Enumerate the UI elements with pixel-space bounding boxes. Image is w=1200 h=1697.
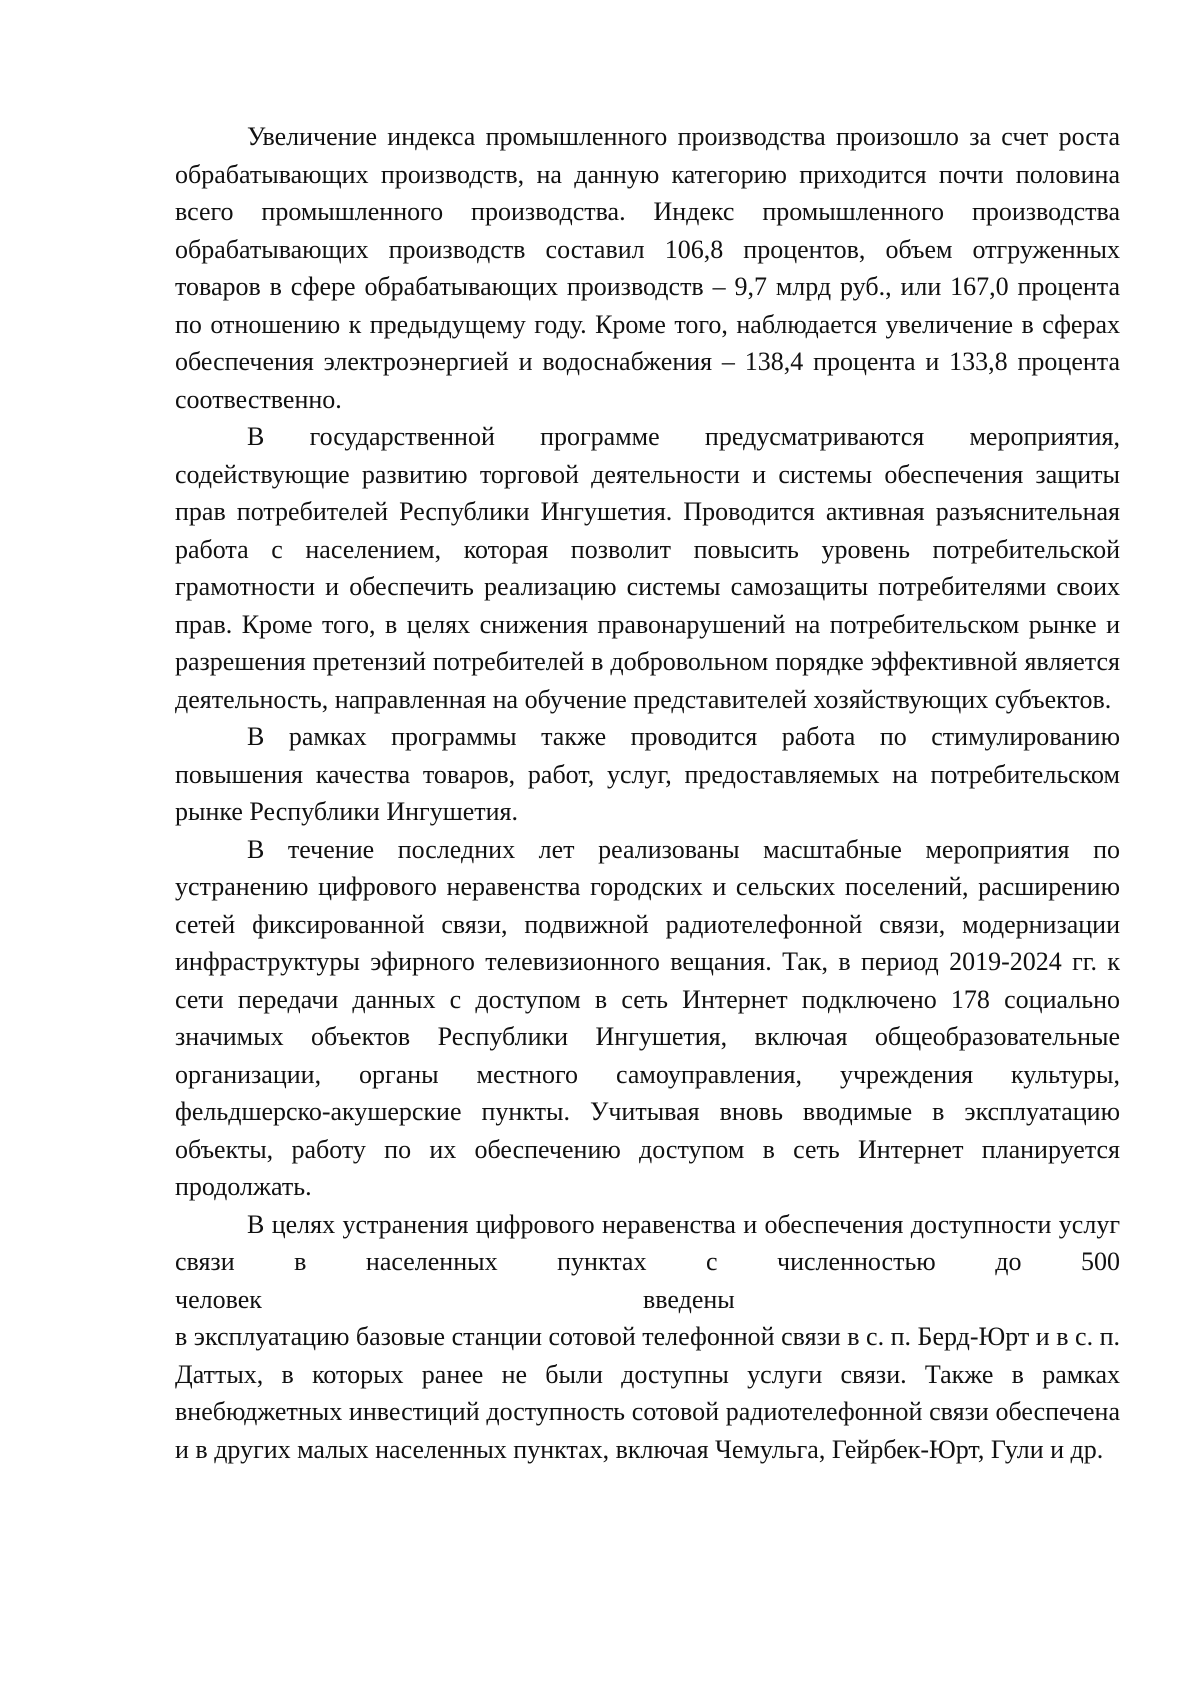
paragraph-digital-inequality: В течение последних лет реализованы масштабные мероприятия по устранению цифрового неравенства городских и сельских поселений, расширению сетей фиксированной связи, подвижной радиотелефонной связи, модернизации инфраструктуры эфирного телевизионного вещания. Так, в период 2019-2024 гг. к сети передачи данных с доступом в сеть Интернет подключено 178 социально значимых объектов Республики Ингушетия, включая общеобразовательные организации, органы местного самоуправления, учреждения культуры, фельдшерско-акушерские пункты. Учитывая вновь вводимые в эксплуатацию объекты, работу по их обеспечению доступом в сеть Интернет планируется продолжать.	[175, 834, 1120, 1201]
paragraph-mobile-coverage	[175, 1206, 1120, 1469]
paragraph-mobile-coverage-tail: в эксплуатацию базовые станции сотовой телефонной связи в с. п. Берд-Юрт и в с. п. Даттых, в которых ранее не были доступны услуги связи. Также в рамках внебюджетных инвестиций доступность сотовой радиотелефонной связи обеспечена и в других малых населенных пунктах, включая Чемульга, Гейрбек-Юрт, Гули и др.	[175, 1322, 1120, 1464]
paragraph-mobile-coverage-head: В целях устранения цифрового неравенства и обеспечения доступности услуг связи в населенных пунктах с численностью до 500	[175, 1209, 1120, 1276]
paragraph-mobile-coverage-split-line	[175, 1281, 1120, 1319]
split-mid-word: введены	[643, 1284, 735, 1314]
paragraph-consumer-protection: В государственной программе предусматриваются мероприятия, содействующие развитию торговой деятельности и системы обеспечения защиты прав потребителей Республики Ингушетия. Проводится активная разъяснительная работа с населением, которая позволит повысить уровень потребительской грамотности и обеспечить реализацию системы самозащиты потребителями своих прав. Кроме того, в целях снижения правонарушений на потребительском рынке и разрешения претензий потребителей в добровольном порядке эффективной является деятельность, направленная на обучение представителей хозяйствующих субъектов.	[175, 422, 1120, 714]
document-body	[175, 118, 1120, 1468]
paragraph-quality-stimulation: В рамках программы также проводится работа по стимулированию повышения качества товаров, работ, услуг, предоставляемых на потребительском рынке Республики Ингушетия.	[175, 722, 1120, 826]
paragraph-industrial-production: Увеличение индекса промышленного производства произошло за счет роста обрабатывающих производств, на данную категорию приходится почти половина всего промышленного производства. Индекс промышленного производства обрабатывающих производств составил 106,8 процентов, объем отгруженных товаров в сфере обрабатывающих производств – 9,7 млрд руб., или 167,0 процента по отношению к предыдущему году. Кроме того, наблюдается увеличение в сферах обеспечения электроэнергией и водоснабжения – 138,4 процента и 133,8 процента соотвественно.	[175, 122, 1120, 414]
split-left-word: человек	[175, 1284, 262, 1314]
